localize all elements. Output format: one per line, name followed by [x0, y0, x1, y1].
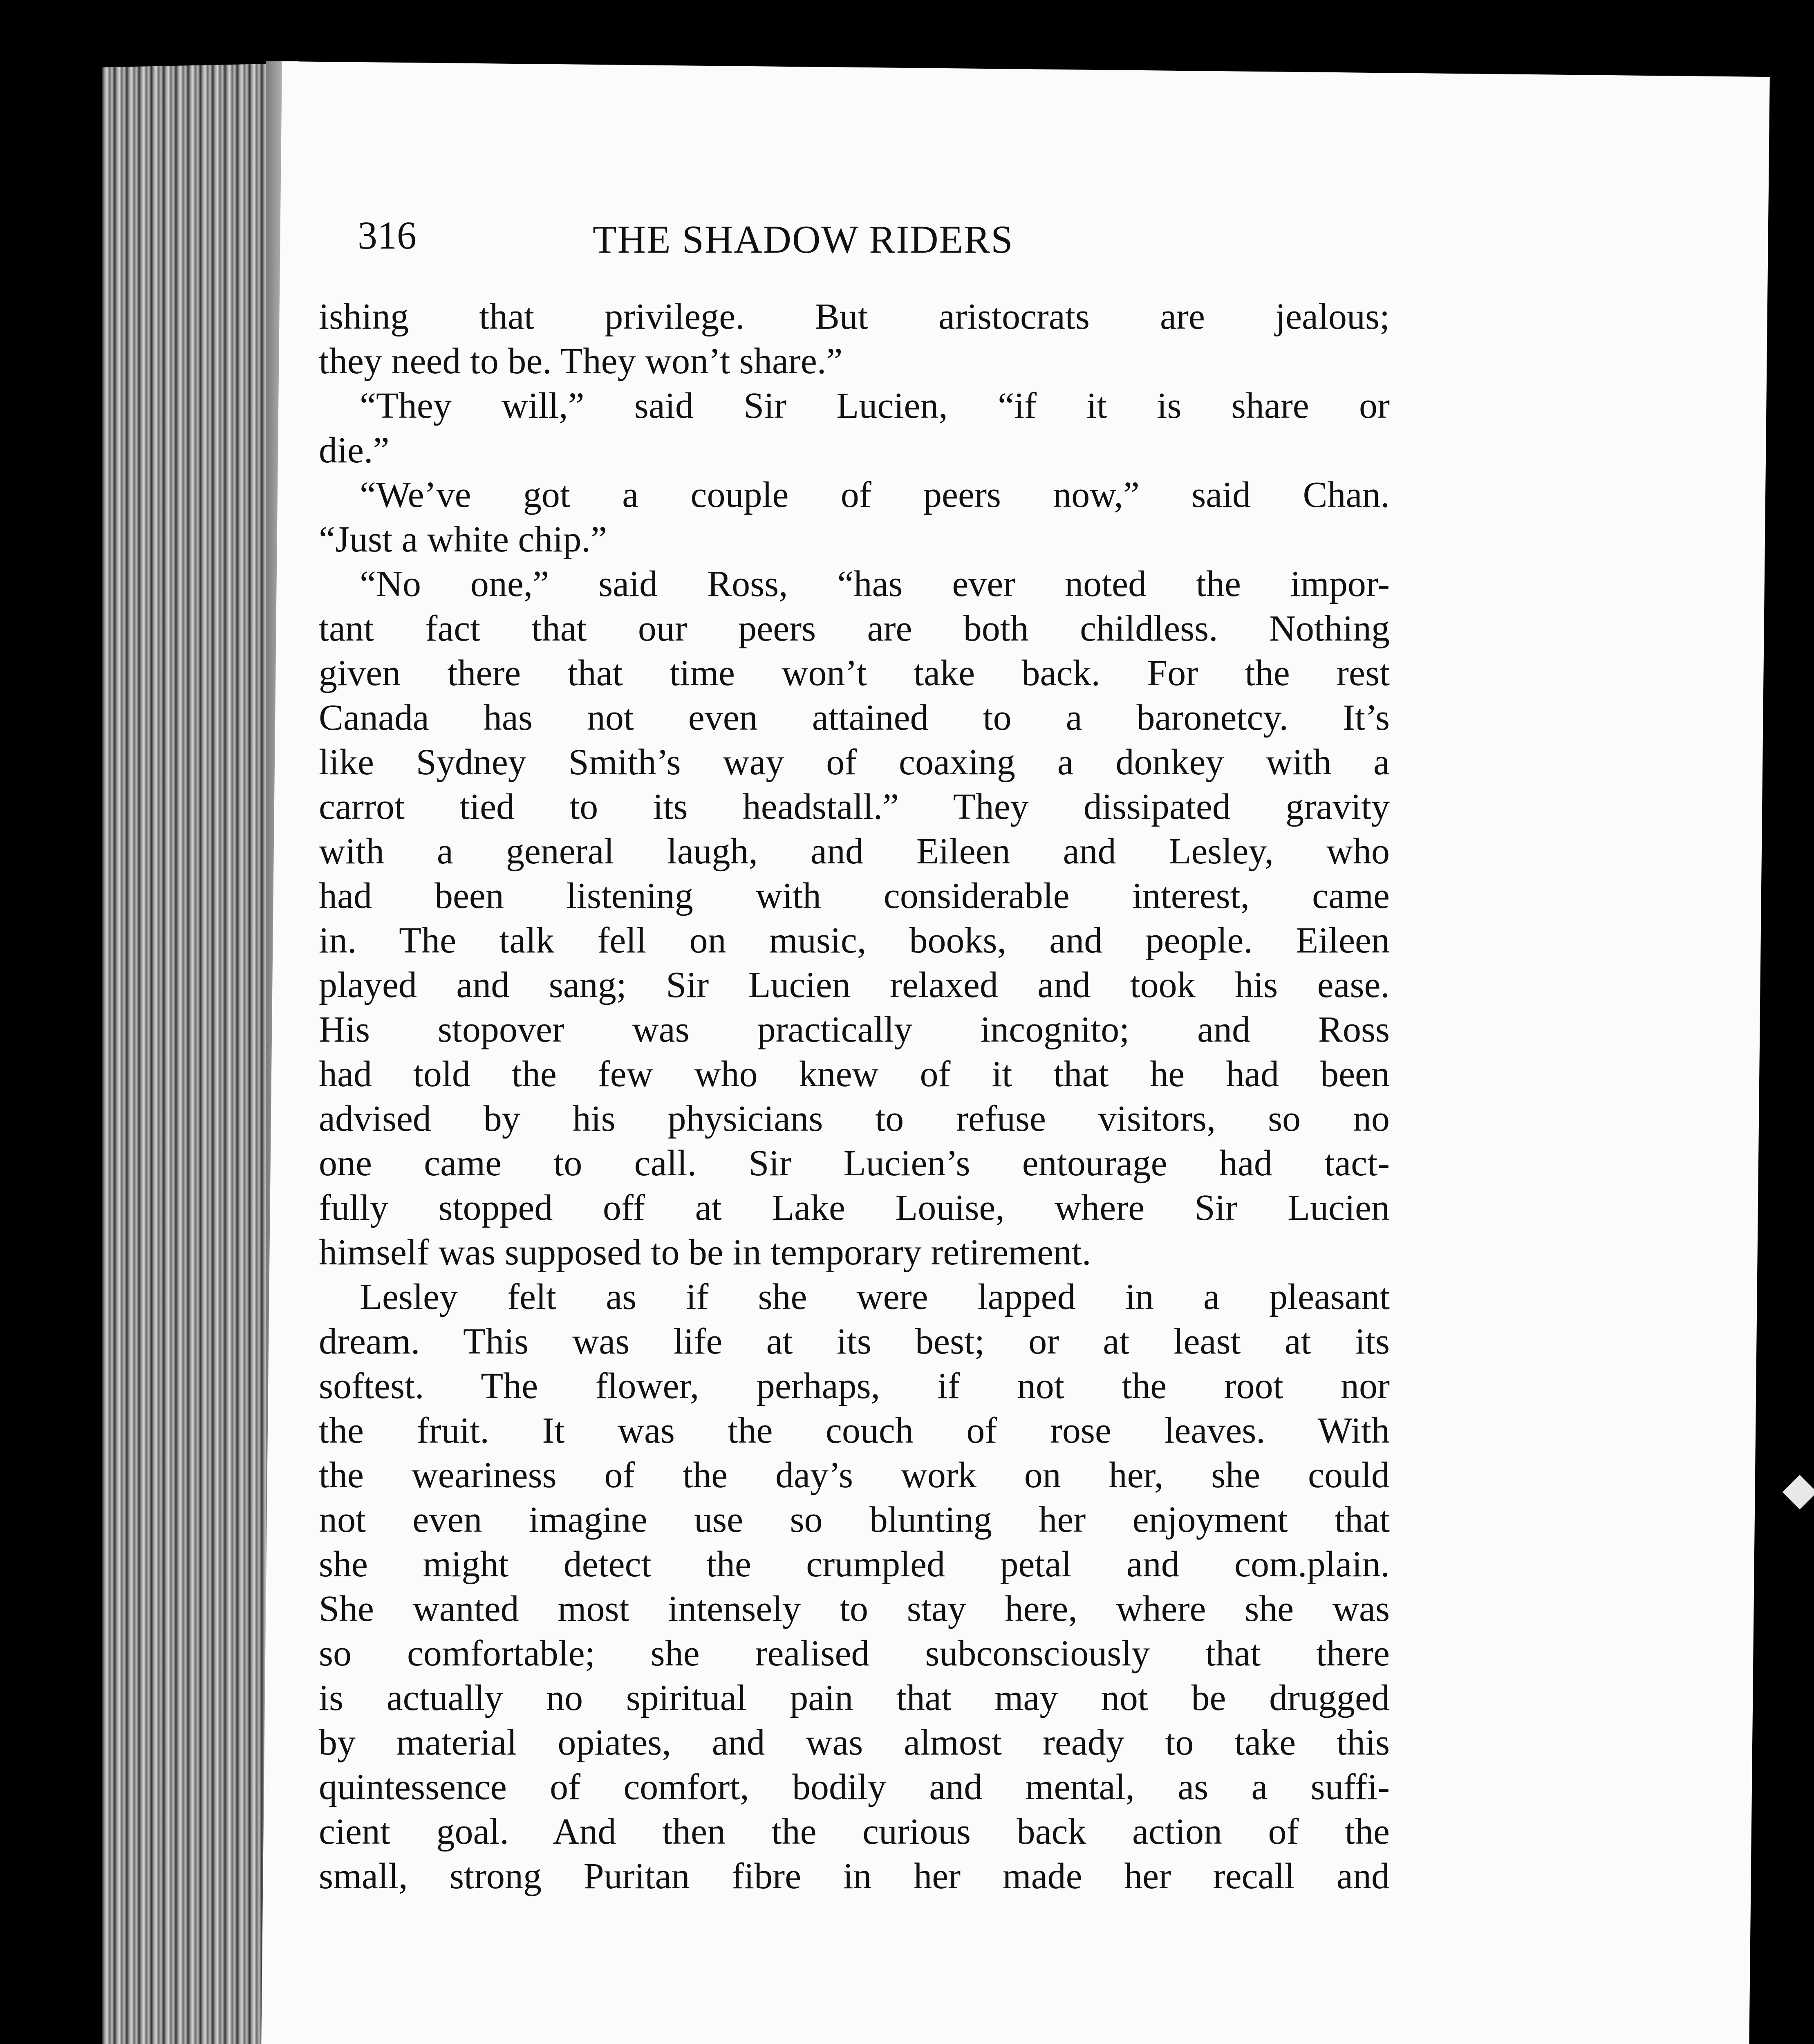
text-line: carrot tied to its headstall.” They dissipated gravity	[319, 787, 1390, 827]
page-number: 316	[358, 213, 417, 257]
text-line: softest. The flower, perhaps, if not the root nor	[319, 1366, 1390, 1406]
text-line: himself was supposed to be in temporary retirement.	[319, 1232, 1091, 1273]
text-line: “No one,” said Ross, “has ever noted the impor-	[360, 564, 1390, 604]
text-line: one came to call. Sir Lucien’s entourage had tact-	[319, 1143, 1390, 1183]
text-line: His stopover was practically incognito; and Ross	[319, 1009, 1390, 1050]
text-line: is actually no spiritual pain that may not be drugged	[319, 1678, 1390, 1718]
text-line: had been listening with considerable interest, came	[319, 876, 1390, 916]
text-line: not even imagine use so blunting her enjoyment that	[319, 1499, 1390, 1540]
page-edges	[102, 63, 282, 2044]
text-line: so comfortable; she realised subconsciously that there	[319, 1633, 1390, 1674]
text-line: with a general laugh, and Eileen and Lesley, who	[319, 831, 1390, 872]
text-line: like Sydney Smith’s way of coaxing a donkey with a	[319, 742, 1390, 782]
text-line: die.”	[319, 430, 390, 471]
text-line: “Just a white chip.”	[319, 519, 607, 560]
text-line: played and sang; Sir Lucien relaxed and took his ease.	[319, 965, 1390, 1005]
text-line: fully stopped off at Lake Louise, where Sir Lucien	[319, 1188, 1390, 1228]
text-line: had told the few who knew of it that he had been	[319, 1054, 1390, 1094]
page-header	[358, 213, 1404, 270]
text-line: ishing that privilege. But aristocrats are jealous;	[319, 296, 1390, 337]
running-title: THE SHADOW RIDERS	[593, 217, 1014, 261]
text-line: She wanted most intensely to stay here, where she was	[319, 1589, 1390, 1629]
text-line: “We’ve got a couple of peers now,” said Chan.	[360, 475, 1390, 515]
text-line: given there that time won’t take back. For the rest	[319, 653, 1390, 693]
text-line: tant fact that our peers are both childless. Nothing	[319, 608, 1390, 649]
text-line: the fruit. It was the couch of rose leaves. With	[319, 1410, 1390, 1451]
body-text	[319, 294, 1390, 1898]
text-line: cient goal. And then the curious back action of the	[319, 1811, 1390, 1852]
text-line: Canada has not even attained to a baronetcy. It’s	[319, 697, 1390, 738]
text-line: she might detect the crumpled petal and com.plain.	[319, 1544, 1390, 1585]
text-line: advised by his physicians to refuse visitors, so no	[319, 1098, 1390, 1139]
text-line: Lesley felt as if she were lapped in a pleasant	[360, 1277, 1390, 1317]
edge-mark	[1783, 1475, 1814, 1510]
text-line: small, strong Puritan fibre in her made her recall and	[319, 1856, 1390, 1896]
text-line: in. The talk fell on music, books, and people. Eileen	[319, 920, 1390, 961]
text-line: dream. This was life at its best; or at least at its	[319, 1321, 1390, 1362]
text-line: “They will,” said Sir Lucien, “if it is share or	[360, 385, 1390, 426]
text-line: by material opiates, and was almost ready to take this	[319, 1722, 1390, 1763]
text-line: they need to be. They won’t share.”	[319, 341, 843, 381]
text-line: the weariness of the day’s work on her, she could	[319, 1455, 1390, 1495]
text-line: quintessence of comfort, bodily and mental, as a suffi-	[319, 1767, 1390, 1807]
